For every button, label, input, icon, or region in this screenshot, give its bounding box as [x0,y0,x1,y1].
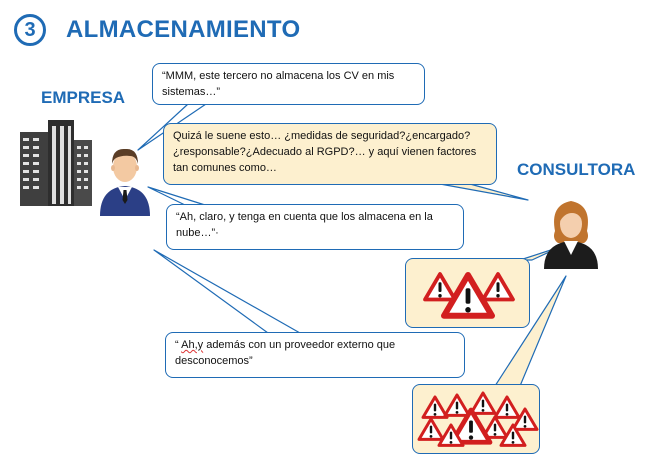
speech-bubble-2-text: Quizá le suene esto… ¿medidas de seguridad?¿encargado?¿responsable?¿Adecuado al RGPD?… y aquí vienen factores tan comunes como… [173,130,477,174]
warning-triangle-icon [425,274,455,300]
bubble-4-tail [154,250,300,333]
empresa-label: EMPRESA [41,88,126,107]
warning-triangle-icon [471,393,495,413]
businessman-icon [96,140,154,216]
warning-box-1 [405,258,530,328]
speech-bubble-1 [152,63,425,105]
consultora-label: CONSULTORA [517,160,636,179]
speech-bubble-3-text: “Ah, claro, y tenga en cuenta que los almacena en la nube…”· [176,211,433,239]
warning-box-2 [412,384,540,454]
warning-triangle-icon [483,274,513,300]
warning-triangle-icon [445,395,469,415]
bubble-2-tail [440,184,528,200]
warning-triangle-icon [423,397,447,417]
speech-bubble-4-prefix: “ [175,339,182,351]
speech-bubble-1-text: “MMM, este tercero no almacena los CV en mis sistemas…” [162,70,395,98]
office-building-icon [18,118,94,206]
speech-bubble-4-rest: además con un proveedor externo que desconocemos” [175,339,396,367]
businesswoman-icon [540,195,602,269]
step-number-badge: 3 [14,14,46,46]
speech-bubble-2 [163,123,497,185]
speech-bubble-3 [166,204,464,250]
warning-group-1 [406,259,530,328]
speech-bubble-4-underlined: Ah,y [181,339,204,351]
bubble-3-tail [148,187,205,205]
page-title: ALMACENAMIENTO [66,16,301,43]
warning-group-2 [413,385,540,454]
speech-bubble-4 [165,332,465,378]
warning-triangle-icon [419,419,443,439]
warning-triangle-icon [495,397,519,417]
